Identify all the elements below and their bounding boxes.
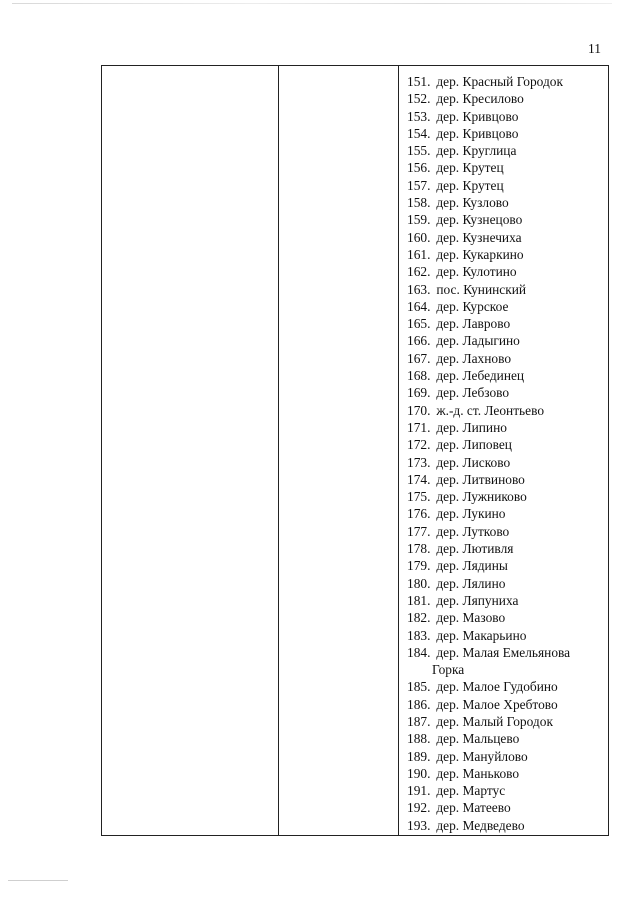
settlement-item	[407, 471, 607, 488]
settlement-name: дер. Круглица	[436, 143, 517, 159]
settlement-number: 161.	[407, 246, 431, 262]
settlement-number: 175.	[407, 489, 431, 505]
settlements-table	[101, 65, 609, 836]
settlement-name: дер. Лютивля	[436, 541, 514, 557]
settlement-name: дер. Лаврово	[436, 316, 511, 332]
settlement-name: дер. Лебзово	[436, 385, 510, 401]
settlement-item	[407, 367, 607, 384]
settlement-name: дер. Кукаркино	[436, 246, 524, 262]
settlement-item	[407, 315, 607, 332]
settlement-item	[407, 799, 607, 816]
settlement-number: 170.	[407, 402, 431, 418]
settlement-number: 189.	[407, 748, 431, 764]
settlement-number: 164.	[407, 298, 431, 314]
settlement-item	[407, 402, 607, 419]
settlement-name: дер. Кузлово	[436, 195, 509, 211]
settlement-number: 190.	[407, 765, 431, 781]
settlement-name: дер. Малое Гудобино	[436, 679, 558, 695]
settlement-name: дер. Малое Хребтово	[436, 696, 558, 712]
settlement-name: дер. Малая Емельянова	[436, 644, 571, 660]
settlement-item	[407, 142, 607, 159]
settlement-name: ж.-д. ст. Леонтьево	[436, 402, 545, 418]
settlement-name: дер. Мануйлово	[436, 748, 528, 764]
settlement-item	[407, 159, 607, 176]
settlement-item	[407, 765, 607, 782]
settlement-number: 154.	[407, 125, 431, 141]
settlement-item	[407, 782, 607, 799]
settlement-number: 156.	[407, 160, 431, 176]
settlement-number: 191.	[407, 783, 431, 799]
settlement-number: 172.	[407, 437, 431, 453]
settlement-item	[407, 211, 607, 228]
settlement-item	[407, 454, 607, 471]
settlement-item	[407, 748, 607, 765]
settlement-item	[407, 817, 607, 834]
settlement-item	[407, 540, 607, 557]
settlement-name: дер. Лужниково	[436, 489, 527, 505]
settlement-item	[407, 384, 607, 401]
settlement-number: 183.	[407, 627, 431, 643]
settlement-item	[407, 523, 607, 540]
settlement-name: дер. Лукино	[436, 506, 506, 522]
settlement-name: дер. Лялино	[436, 575, 506, 591]
settlement-name: дер. Ладыгино	[436, 333, 520, 349]
settlement-item	[407, 263, 607, 280]
settlement-number: 188.	[407, 731, 431, 747]
settlement-item	[407, 350, 607, 367]
settlement-name: дер. Медведево	[436, 817, 525, 833]
settlement-name: дер. Крутец	[436, 160, 504, 176]
settlement-item	[407, 229, 607, 246]
settlement-number: 179.	[407, 558, 431, 574]
settlement-list	[407, 73, 607, 834]
settlement-name: дер. Лахново	[436, 350, 512, 366]
settlement-name: дер. Матеево	[436, 800, 511, 816]
settlement-item	[407, 90, 607, 107]
settlement-name-continuation: Горка	[432, 662, 465, 678]
settlement-item	[407, 557, 607, 574]
settlement-number: 193.	[407, 817, 431, 833]
settlement-name: пос. Кунинский	[436, 281, 527, 297]
settlement-item	[407, 419, 607, 436]
settlement-item	[407, 281, 607, 298]
settlement-number: 162.	[407, 264, 431, 280]
settlement-number: 167.	[407, 350, 431, 366]
settlement-item	[407, 678, 607, 695]
settlement-name: дер. Липино	[436, 419, 507, 435]
settlement-name: дер. Крутец	[436, 177, 504, 193]
settlement-name: дер. Курское	[436, 298, 509, 314]
settlement-number: 157.	[407, 177, 431, 193]
settlement-item	[407, 73, 607, 90]
settlement-item	[407, 125, 607, 142]
settlement-name: дер. Лядины	[436, 558, 508, 574]
settlement-number: 185.	[407, 679, 431, 695]
settlement-name: дер. Макарьино	[436, 627, 527, 643]
settlement-item	[407, 298, 607, 315]
settlement-name: дер. Кривцово	[436, 125, 519, 141]
settlement-number: 151.	[407, 74, 431, 89]
settlement-item	[407, 592, 607, 609]
settlement-name: дер. Лутково	[436, 523, 510, 539]
settlement-name: дер. Кузнецово	[436, 212, 523, 228]
settlement-number: 174.	[407, 471, 431, 487]
settlement-item	[407, 627, 607, 644]
settlement-item	[407, 505, 607, 522]
column-divider	[278, 66, 279, 835]
settlement-number: 171.	[407, 419, 431, 435]
settlement-number: 181.	[407, 592, 431, 608]
settlement-item	[407, 488, 607, 505]
settlement-name: дер. Красный Городок	[436, 74, 563, 89]
settlement-item	[407, 713, 607, 730]
settlement-number: 178.	[407, 541, 431, 557]
settlement-number: 166.	[407, 333, 431, 349]
settlement-number: 169.	[407, 385, 431, 401]
settlement-name: дер. Мальцево	[436, 731, 520, 747]
settlement-item	[407, 730, 607, 747]
settlement-item	[407, 696, 607, 713]
settlement-number: 176.	[407, 506, 431, 522]
settlement-number: 173.	[407, 454, 431, 470]
settlement-number: 177.	[407, 523, 431, 539]
settlement-item	[407, 332, 607, 349]
settlement-item	[407, 177, 607, 194]
settlement-name: дер. Кузнечиха	[436, 229, 522, 245]
column-divider	[398, 66, 399, 835]
settlement-name: дер. Лисково	[436, 454, 511, 470]
settlement-number: 155.	[407, 143, 431, 159]
settlement-item	[407, 436, 607, 453]
settlement-number: 152.	[407, 91, 431, 107]
settlement-number: 180.	[407, 575, 431, 591]
settlement-number: 182.	[407, 610, 431, 626]
settlement-item	[407, 246, 607, 263]
settlement-number: 159.	[407, 212, 431, 228]
settlement-name: дер. Мартус	[436, 783, 506, 799]
settlement-number: 184.	[407, 644, 431, 660]
settlement-name: дер. Маньково	[436, 765, 520, 781]
settlement-name: дер. Мазово	[436, 610, 506, 626]
settlement-number: 192.	[407, 800, 431, 816]
settlement-number: 160.	[407, 229, 431, 245]
settlement-item	[407, 609, 607, 626]
settlement-name: дер. Малый Городок	[436, 713, 553, 729]
scan-edge-line	[12, 3, 612, 4]
settlement-number: 163.	[407, 281, 431, 297]
settlement-item	[407, 644, 607, 679]
settlement-name: дер. Кривцово	[436, 108, 519, 124]
settlement-item	[407, 575, 607, 592]
settlement-name: дер. Липовец	[436, 437, 512, 453]
settlement-number: 168.	[407, 368, 431, 384]
settlement-number: 165.	[407, 316, 431, 332]
scan-edge-mark	[8, 880, 68, 881]
settlement-number: 187.	[407, 713, 431, 729]
settlement-name: дер. Кулотино	[436, 264, 517, 280]
settlement-item	[407, 108, 607, 125]
settlement-name: дер. Литвиново	[436, 471, 525, 487]
page-number: 11	[588, 41, 601, 56]
settlement-name: дер. Кресилово	[436, 91, 524, 107]
settlement-item	[407, 194, 607, 211]
settlement-number: 158.	[407, 195, 431, 211]
settlement-name: дер. Ляпуниха	[436, 592, 519, 608]
settlement-name: дер. Лебединец	[436, 368, 525, 384]
settlement-number: 186.	[407, 696, 431, 712]
settlement-number: 153.	[407, 108, 431, 124]
